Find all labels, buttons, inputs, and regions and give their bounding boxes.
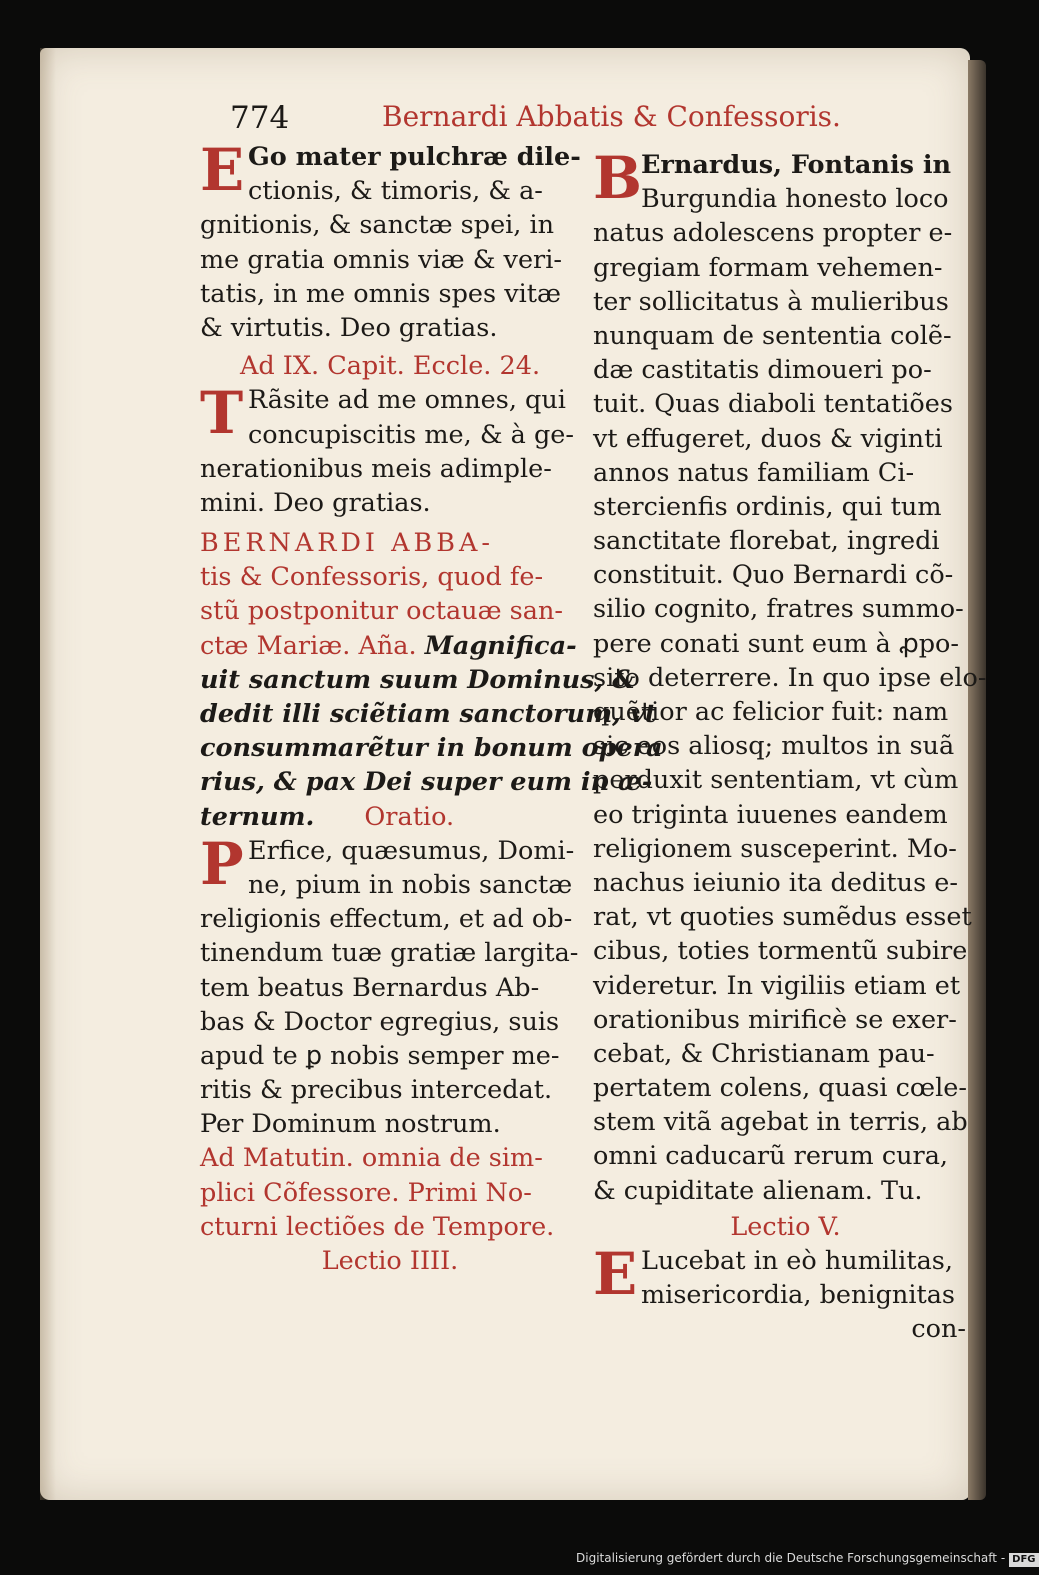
lectio-line: constituit. Quo Bernardi cõ- bbox=[593, 560, 954, 591]
right-column bbox=[593, 144, 987, 1347]
lectio-line: gregiam formam vehemen- bbox=[593, 252, 943, 283]
lectio-v-line: Lucebat in eò humilitas, bbox=[641, 1246, 953, 1276]
page-header bbox=[230, 100, 841, 140]
matins-line: plici Cõfessore. Primi No- bbox=[200, 1177, 532, 1208]
antiphon-line: & virtutis. Deo gratias. bbox=[200, 312, 498, 343]
italic-antiphon-line: dedit illi sciẽtiam sanctorum, vt bbox=[200, 699, 657, 729]
antiphon-initial: E bbox=[200, 136, 245, 204]
lectio-v-block bbox=[593, 1240, 978, 1312]
oratio-initial: P bbox=[200, 829, 244, 898]
lectio-line: stercienfis ordinis, qui tum bbox=[593, 491, 942, 522]
oratio-line: religionis effectum, et ad ob- bbox=[200, 904, 573, 935]
rubric-mixed-line bbox=[200, 629, 580, 663]
lectio-line: Ernardus, Fontanis in bbox=[641, 150, 952, 180]
lectio-line: orationibus mirificè se exer- bbox=[593, 1004, 957, 1035]
lectio-line: pere conati sunt eum à ꝓpo- bbox=[593, 628, 960, 659]
antiphon-line: me gratia omnis viæ & veri- bbox=[200, 244, 563, 275]
gutter-shadow bbox=[40, 48, 56, 1500]
lectio-line: ter sollicitatus à mulieribus bbox=[593, 286, 949, 317]
lectio-line: stem vitã agebat in terris, ab bbox=[593, 1107, 968, 1138]
capitulum-line: concupiscitis me, & à ge- bbox=[248, 419, 574, 450]
lectio-line: cibus, toties tormentũ subire bbox=[593, 936, 968, 967]
capitulum-block bbox=[200, 379, 580, 520]
oratio-line: ritis & precibus intercedat. bbox=[200, 1075, 553, 1106]
lectio-line: cebat, & Christianam pau- bbox=[593, 1038, 935, 1069]
lectio-v-initial: E bbox=[593, 1240, 638, 1308]
lectio-line: perduxit sententiam, vt cùm bbox=[593, 765, 959, 796]
antiphon-italic-part: Magnifica- bbox=[424, 630, 577, 661]
antiphon-block bbox=[200, 136, 581, 345]
running-title: Bernardi Abbatis & Confessoris. bbox=[382, 100, 841, 133]
lectio-line: sito deterrere. In quo ipse elo- bbox=[593, 662, 987, 693]
lectio-v-heading: Lectio V. bbox=[730, 1211, 841, 1242]
dfg-logo: DFG bbox=[1009, 1553, 1038, 1567]
oratio-line: tem beatus Bernardus Ab- bbox=[200, 972, 540, 1003]
oratio-line: bas & Doctor egregius, suis bbox=[200, 1006, 560, 1037]
page-number: 774 bbox=[230, 100, 290, 136]
catchword: con- bbox=[911, 1314, 966, 1345]
lectio-line: tuit. Quas diaboli tentatiões bbox=[593, 389, 953, 420]
lectio-line: sanctitate florebat, ingredi bbox=[593, 526, 940, 557]
capitulum-line: nerationibus meis adimple- bbox=[200, 453, 552, 484]
rubric-block bbox=[200, 526, 663, 834]
lectio-line: omni caducarũ rerum cura, bbox=[593, 1141, 949, 1172]
rubric-line: BERNARDI ABBA- bbox=[200, 528, 495, 559]
matins-rubric bbox=[200, 1141, 580, 1244]
lectio-line: pertatem colens, quasi cœle- bbox=[593, 1073, 967, 1104]
lectio-line: nachus ieiunio ita deditus e- bbox=[593, 867, 958, 898]
lectio-line: quẽtior ac felicior fuit: nam bbox=[593, 697, 949, 727]
matins-line: Ad Matutin. omnia de sim- bbox=[200, 1143, 543, 1174]
capitulum-initial: T bbox=[200, 379, 244, 448]
capitulum-line: Rãsite ad me omnes, qui bbox=[248, 385, 566, 416]
lectio-heading: Lectio IIII. bbox=[321, 1246, 459, 1276]
italic-antiphon-line: uit sanctum suum Dominus, & bbox=[200, 664, 636, 695]
antiphon-line: ctionis, & timoris, & a- bbox=[248, 176, 543, 207]
oratio-heading: Oratio. bbox=[364, 801, 455, 832]
capitulum-heading: Ad IX. Capit. Eccle. 24. bbox=[239, 351, 541, 382]
credit-text: Digitalisierung gefördert durch die Deutsche Forschungsgemeinschaft - bbox=[576, 1551, 1006, 1565]
capitulum-line: mini. Deo gratias. bbox=[200, 487, 431, 518]
antiphon-line: tatis, in me omnis spes vitæ bbox=[200, 278, 561, 309]
lectio-line: & cupiditate alienam. Tu. bbox=[593, 1175, 923, 1206]
lectio-line: religionem susceperint. Mo- bbox=[593, 833, 957, 864]
lectio-line: sic eos aliosq; multos in suã bbox=[593, 731, 955, 762]
lectio-line: dæ castitatis dimoueri po- bbox=[593, 355, 932, 386]
lectio-line: annos natus familiam Ci- bbox=[593, 457, 915, 488]
left-column bbox=[200, 136, 663, 1278]
lectio-iiii-block bbox=[593, 144, 987, 1208]
lectio-line: nunquam de sententia colẽ- bbox=[593, 320, 952, 351]
oratio-line: ne, pium in nobis sanctæ bbox=[248, 869, 573, 900]
rubric-line: tis & Confessoris, quod fe- bbox=[200, 562, 544, 593]
oratio-line: Erfice, quæsumus, Domi- bbox=[248, 835, 575, 866]
lectio-line: eo triginta iuuenes eandem bbox=[593, 799, 948, 830]
oratio-line: Per Dominum nostrum. bbox=[200, 1109, 501, 1140]
rubric-red-part: ctæ Mariæ. Aña. bbox=[200, 630, 417, 661]
lectio-initial: B bbox=[593, 144, 643, 212]
lectio-line: Burgundia honesto loco bbox=[641, 184, 949, 215]
lectio-line: natus adolescens propter e- bbox=[593, 218, 953, 249]
oratio-line: apud te ꝑ nobis semper me- bbox=[200, 1040, 560, 1071]
antiphon-line: gnitionis, & sanctæ spei, in bbox=[200, 210, 555, 241]
matins-line: cturni lectiões de Tempore. bbox=[200, 1211, 555, 1242]
italic-antiphon-line: consummarẽtur in bonum opera bbox=[200, 733, 663, 764]
oratio-line: tinendum tuæ gratiæ largita- bbox=[200, 938, 579, 969]
lectio-line: vt effugeret, duos & viginti bbox=[593, 423, 943, 454]
lectio-line: rat, vt quoties sumẽdus esset bbox=[593, 902, 972, 933]
italic-antiphon-line: rius, & pax Dei super eum in æ- bbox=[200, 767, 653, 798]
rubric-line: stũ postponitur octauæ san- bbox=[200, 596, 564, 627]
italic-antiphon-end: ternum. bbox=[200, 801, 315, 832]
oratio-heading-line bbox=[200, 800, 580, 834]
digitization-credit bbox=[576, 1546, 1036, 1570]
lectio-v-line: misericordia, benignitas bbox=[641, 1280, 956, 1311]
antiphon-line: Go mater pulchræ dile- bbox=[248, 142, 581, 172]
lectio-line: videretur. In vigiliis etiam et bbox=[593, 970, 961, 1001]
oratio-block bbox=[200, 829, 580, 1142]
lectio-line: silio cognito, fratres summo- bbox=[593, 594, 964, 625]
